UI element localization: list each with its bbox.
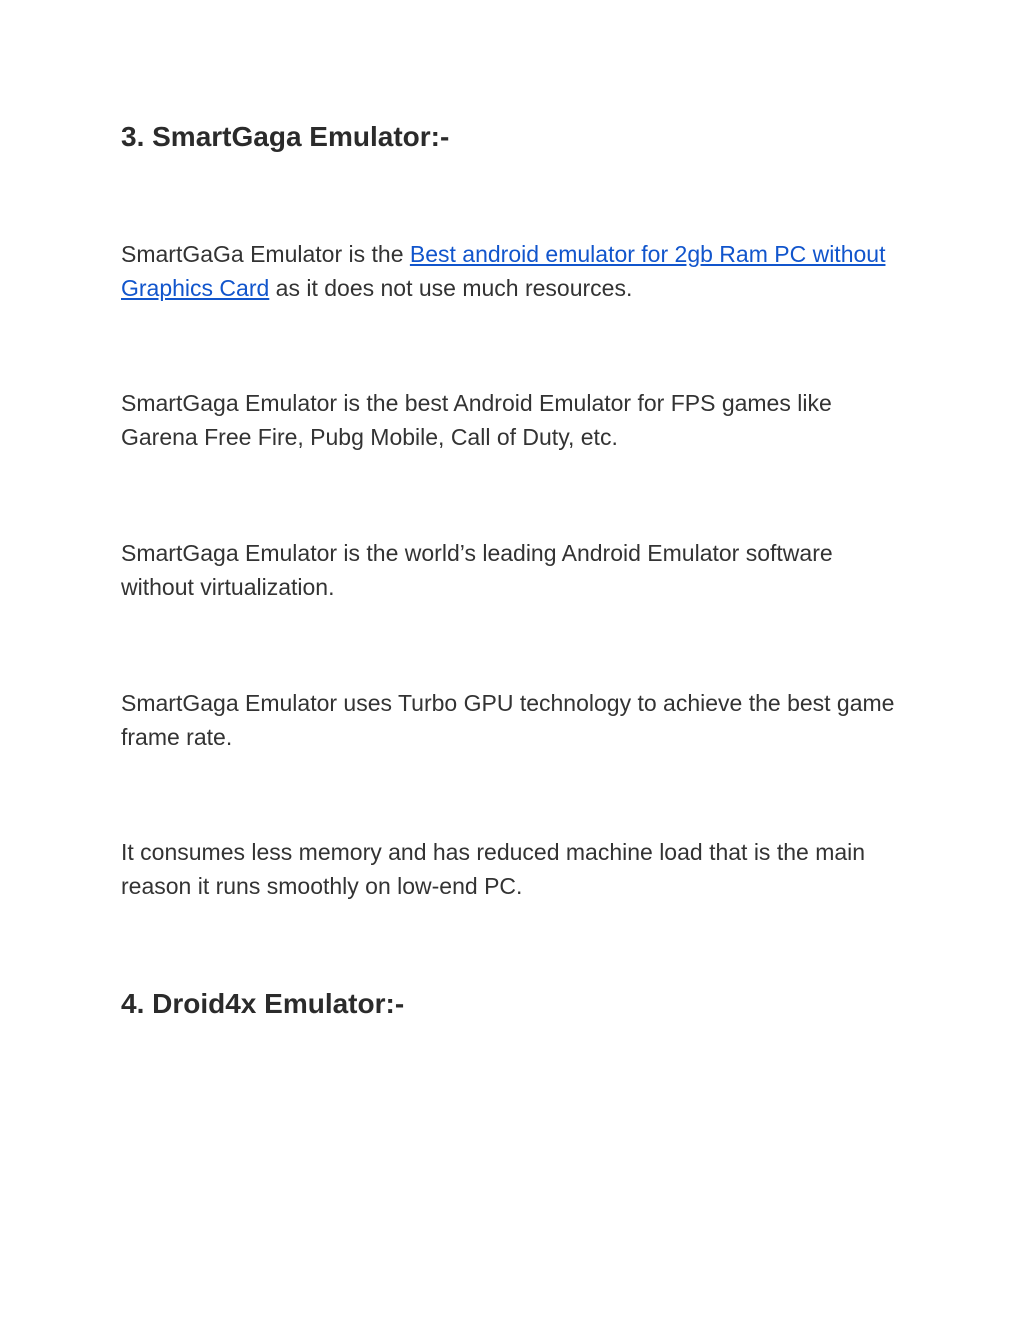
paragraph-intro bbox=[121, 237, 911, 305]
paragraph-virtualization: SmartGaga Emulator is the world’s leading Android Emulator software without virtualization. bbox=[121, 540, 833, 600]
paragraph-intro-text-after-link: as it does not use much resources. bbox=[269, 275, 633, 301]
paragraph-fps-games: SmartGaga Emulator is the best Android Emulator for FPS games like Garena Free Fire, Pubg Mobile, Call of Duty, etc. bbox=[121, 390, 832, 450]
paragraph-intro-text-before-link: SmartGaGa Emulator is the bbox=[121, 241, 410, 267]
best-emulator-link[interactable]: Best android emulator for 2gb Ram PC without Graphics Card bbox=[121, 241, 886, 301]
section-heading-droid4x: 4. Droid4x Emulator:- bbox=[121, 988, 405, 1019]
section-heading-smartgaga: 3. SmartGaga Emulator:- bbox=[121, 121, 450, 152]
paragraph-memory: It consumes less memory and has reduced machine load that is the main reason it runs smoothly on low-end PC. bbox=[121, 839, 866, 899]
paragraph-turbo-gpu: SmartGaga Emulator uses Turbo GPU technology to achieve the best game frame rate. bbox=[121, 690, 895, 750]
